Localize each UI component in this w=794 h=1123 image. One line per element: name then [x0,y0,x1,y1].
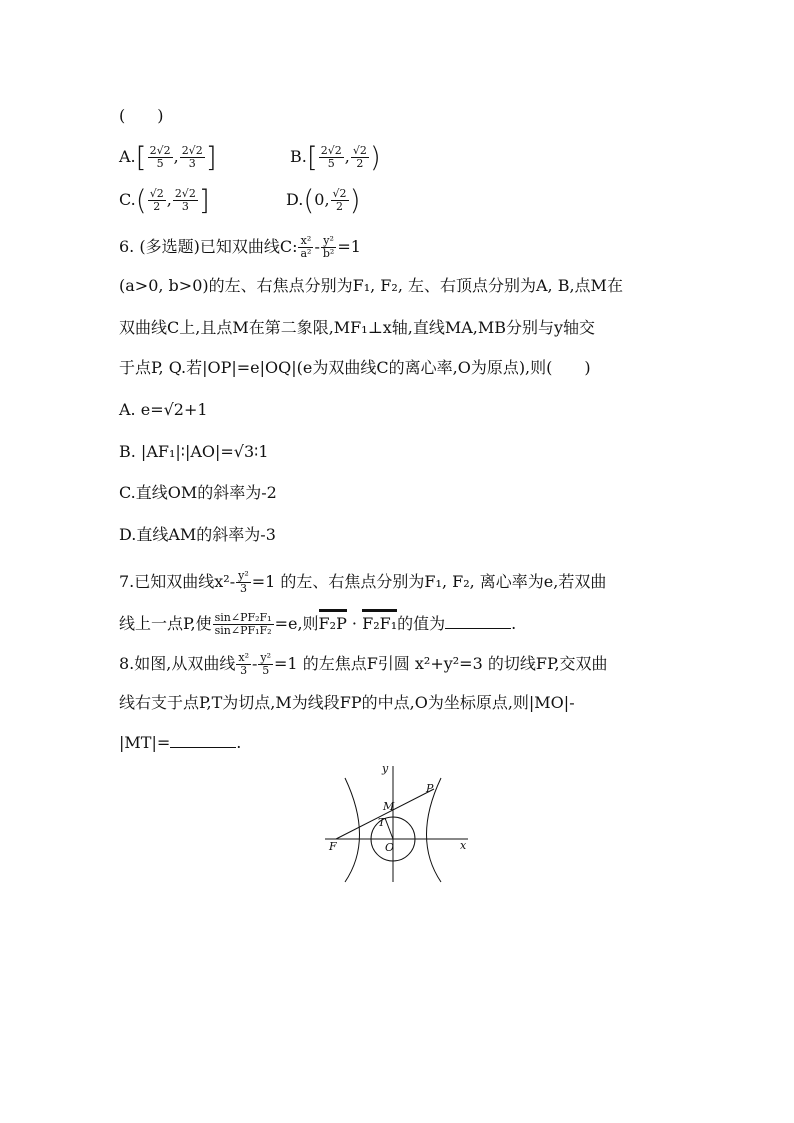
q7-line1: 7.已知双曲线x²- $\frac{\text{y²}}{3}$ =1 的左、右焦点分别为F₁, F₂, 离心率为e,若双曲 [119,569,607,595]
fraction: $\frac{2√2}{3}$ [181,144,203,170]
vector-f2p: F₂P [318,614,347,633]
label-p: P [426,782,434,795]
q6-line2: (a>0, b>0)的左、右焦点分别为F₁, F₂, 左、右顶点分别为A, B,点M在 [119,276,623,295]
label-x: x [460,839,467,852]
fraction: $\frac{\text{y²}}{\text{b²}}$ [322,234,335,260]
segment-ot [385,818,393,839]
q8-line2: 线右支于点P,T为切点,M为线段FP的中点,O为坐标原点,则|MO|- [119,693,575,712]
q7-line2: 线上一点P,使 $\frac{\text{sin∠PF₂F₁}}{\text{sin∠PF₁F₂}}$ =e,则F₂P · F₂F₁的值为 . [119,611,517,637]
q5-option-d: D.(0, $\frac{√2}{2}$ ) [286,183,361,217]
q6-option-c: C.直线OM的斜率为-2 [119,483,277,502]
fraction: $\frac{\text{y²}}{3}$ [238,569,249,595]
sin-fraction: $\frac{\text{sin∠PF₂F₁}}{\text{sin∠PF₁F₂}}$ [214,611,272,637]
label-f: F [329,840,337,853]
answer-blank[interactable] [445,614,511,629]
q5-paren: ( ) [119,106,164,125]
q5-option-a: A.[ $\frac{2√2}{5}$ , $\frac{2√2}{3}$ ] [119,140,217,174]
q6-stem: 6. (多选题)已知双曲线C: $\frac{\text{x²}}{\text{a²}}$ - $\frac{\text{y²}}{\text{b²}}$ =1 [119,234,361,260]
fraction: $\frac{2√2}{5}$ [149,144,171,170]
fraction: $\frac{√2}{2}$ [149,187,164,213]
q6-line3: 双曲线C上,且点M在第二象限,MF₁⊥x轴,直线MA,MB分别与y轴交 [119,318,596,337]
q5-option-b: B.[ $\frac{2√2}{5}$ , $\frac{√2}{2}$ ) [290,140,381,174]
label-o: O [385,841,395,854]
hyperbola-left-branch [345,778,360,882]
q8-line1: 8.如图,从双曲线 $\frac{\text{x²}}{3}$ - $\frac{\text{y²}}{5}$ =1 的左焦点F引圆 x²+y²=3 的切线FP,交双曲 [119,651,608,677]
q6-option-b: B. |AF₁|∶|AO|=√3∶1 [119,442,269,461]
label-t: T [378,816,386,829]
fraction: $\frac{\text{x²}}{3}$ [238,651,249,677]
fraction: $\frac{√2}{2}$ [352,144,367,170]
answer-blank[interactable] [170,733,236,748]
fraction: $\frac{\text{x²}}{\text{a²}}$ [300,234,312,260]
fraction: $\frac{√2}{2}$ [332,187,347,213]
q5-option-c: C.( $\frac{√2}{2}$ , $\frac{2√2}{3}$ ] [119,183,210,217]
q8-line3: |MT|= . [119,733,242,752]
q6-option-d: D.直线AM的斜率为-3 [119,525,276,544]
fraction: $\frac{2√2}{3}$ [174,187,196,213]
q6-option-a: A. e=√2+1 [119,400,208,419]
label-y: y [382,762,389,775]
hyperbola-figure [322,760,472,885]
tangent-line-fp [336,789,434,839]
fraction: $\frac{2√2}{5}$ [320,144,342,170]
q6-line4: 于点P, Q.若|OP|=e|OQ|(e为双曲线C的离心率,O为原点),则( ) [119,358,591,377]
vector-f2f1: F₂F₁ [362,614,398,633]
fraction: $\frac{\text{y²}}{5}$ [260,651,272,677]
label-m: M [383,800,395,813]
